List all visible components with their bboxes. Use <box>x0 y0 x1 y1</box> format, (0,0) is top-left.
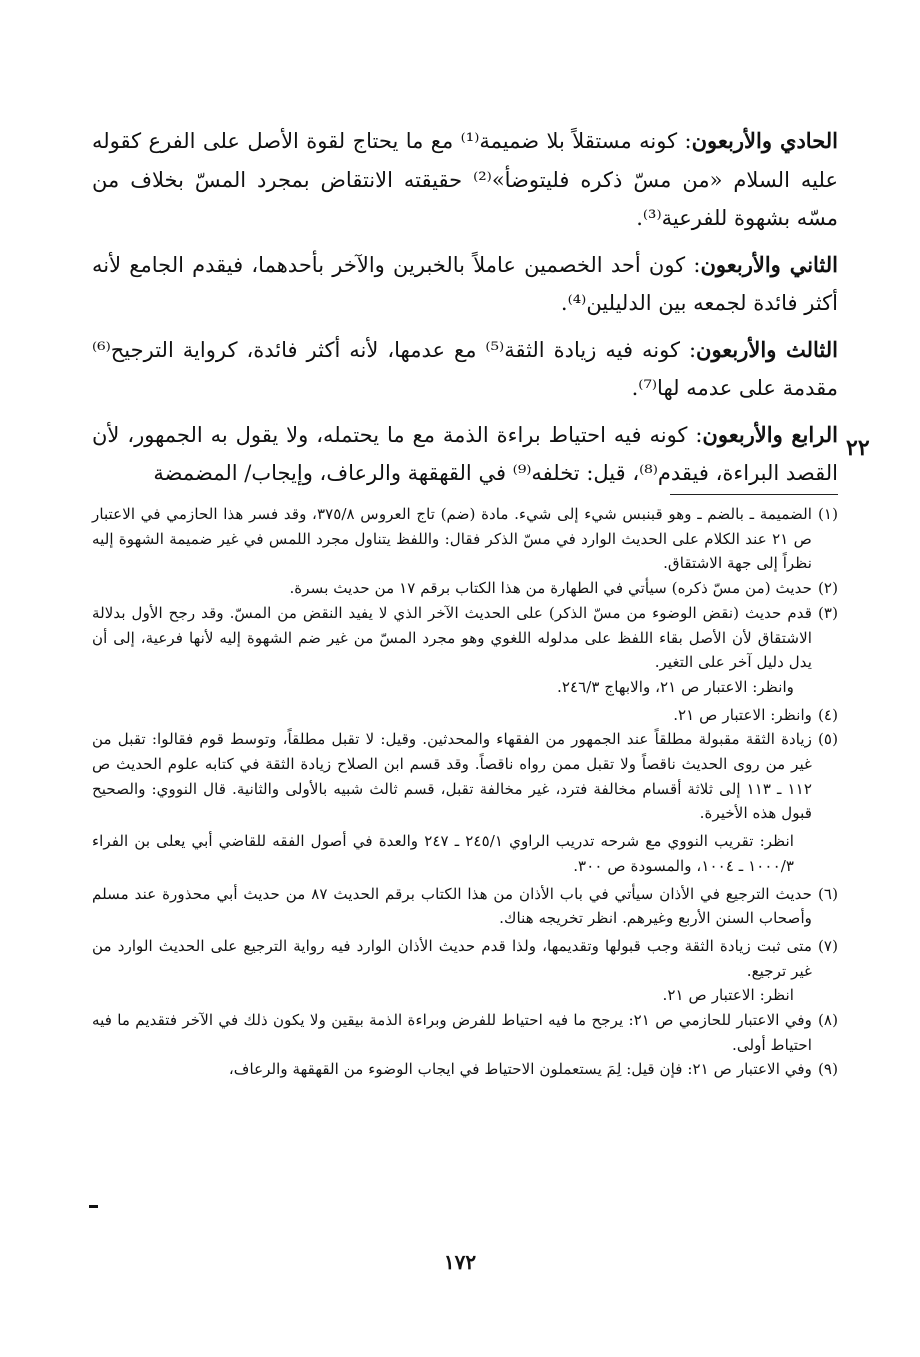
footnote-text: وفي الاعتبار ص ٢١: فإن قيل: لِمَ يستعملون الاحتياط في ايجاب الوضوء من القهقهة والرعاف، <box>228 1060 812 1079</box>
footnote-1 <box>92 502 838 576</box>
footnote-number: (١) <box>817 505 838 523</box>
paragraph-44-body: : كونه فيه احتياط براءة الذمة مع ما يحتمله، ولا يقول به الجمهور، لأن القصد البراءة، فيقدم⁽⁸⁾، قيل: تخلفه⁽⁹⁾ في القهقهة والرعاف، وإيجاب/ المضمضة <box>92 422 838 485</box>
footnote-text: متى ثبت زيادة الثقة وجب قبولها وتقديمها، ولذا قدم حديث الأذان الوارد فيه رواية الترجيع على الحديث الوارد من غير ترجيع. <box>92 936 812 980</box>
main-text <box>92 122 838 501</box>
footnote-text: الضميمة ـ بالضم ـ وهو قبنبس شيء إلى شيء. مادة (ضم) تاج العروس ٣٧٥/٨، وقد فسر هذا الحازمي في الاعتبار ص ٢١ عند الكلام على الحديث الوارد في مسّ الذكر فقال: واللفظ يتناول مجرد اللمس في غير ضميمة الشهوة إليه نظراً إلى جهة الاشتقاق. <box>92 505 812 573</box>
footnote-number: (٣) <box>817 603 838 622</box>
paragraph-44 <box>92 416 838 493</box>
footnote-text: وفي الاعتبار للحازمي ص ٢١: يرجح ما فيه احتياط للفرض وبراءة الذمة بيقين ولا يكون ذلك في الآخر فتقديم ما فيه احتياط أولى. <box>92 1011 812 1054</box>
paragraph-42-body: : كون أحد الخصمين عاملاً بالخبرين والآخر بأحدهما، فيقدم الجامع لأنه أكثر فائدة لجمعه بين الدليلين⁽⁴⁾. <box>92 252 838 315</box>
paragraph-41-body: : كونه مستقلاً بلا ضميمة⁽¹⁾ مع ما يحتاج لقوة الأصل على الفرع كقوله عليه السلام «من مسّ ذكره فليتوضأ»⁽²⁾ حقيقته الانتقاض بمجرد المسّ بخلاف من مسّه بشهوة للفرعية⁽³⁾. <box>92 129 838 230</box>
footnote-number: (٥) <box>817 730 838 749</box>
page-number: ١٧٢ <box>443 1250 477 1274</box>
footnote-number: (٦) <box>817 884 838 903</box>
footnote-text: حديث (من مسّ ذكره) سيأتي في الطهارة من هذا الكتاب برقم ١٧ من حديث بسرة. <box>289 579 812 598</box>
footnote-8 <box>92 1008 838 1057</box>
paragraph-43-body: : كونه فيه زيادة الثقة⁽⁵⁾ مع عدمها، لأنه أكثر فائدة، كرواية الترجيح⁽⁶⁾ مقدمة على عدمه لها⁽⁷⁾. <box>92 337 838 400</box>
footnote-text: زيادة الثقة مقبولة مطلقاً عند الجمهور من الفقهاء والمحدثين. وقيل: لا تقبل مطلقاً، وتوسط قوم فقالوا: تقبل من غير من روى الحديث ناقصاً ولا تقبل ممن رواه ناقصاً. وقد قسم ابن الصلاح زيادة الثقة في كتابه علوم الحديث ص ١١٢ ـ ١١٣ إلى ثلاثة أقسام مخالفة فترد، غير مخالفة تقبل، قسم ثالث شبيه بالأولى والثانية. قال النووي: والصحيح قبول هذه الأخيرة. <box>92 730 812 823</box>
footnote-text: انظر: تقريب النووي مع شرحه تدريب الراوي ٢٤٥/١ ـ ٢٤٧ والعدة في أصول الفقه للقاضي أبي يعلى بن الفراء ١٠٠٠/٣ ـ ١٠٠٤، والمسودة ص ٣٠٠. <box>92 832 794 875</box>
footnote-9 <box>92 1057 838 1082</box>
footnote-3 <box>92 601 838 675</box>
margin-number: ٢٢ <box>846 435 870 461</box>
paragraph-42 <box>92 246 838 323</box>
footnote-text: حديث الترجيع في الأذان سيأتي في باب الأذان من هذا الكتاب برقم الحديث ٨٧ من حديث أبي محذورة عند مسلم وأصحاب السنن الأربع وغيرهم. انظر تخريجه هناك. <box>92 884 812 928</box>
footnotes <box>92 502 838 1082</box>
footnote-4 <box>92 703 838 728</box>
footnote-7 <box>92 934 838 983</box>
paragraph-41 <box>92 122 838 238</box>
footnote-2 <box>92 576 838 601</box>
footnote-number: (٨) <box>817 1011 838 1030</box>
footnote-3-reference <box>92 675 838 700</box>
footnote-5-reference <box>92 829 838 878</box>
footnote-7-reference <box>92 983 838 1008</box>
footnote-text: قدم حديث (نقض الوضوء من مسّ الذكر) على الحديث الآخر الذي لا يفيد النقض من المسّ. وقد رجح الأول بدلالة الاشتقاق لأن الأصل بقاء اللفظ على مدلوله اللغوي وهو مجرد المسّ من غير ضم الشهوة إليه لأنها فرعية، إلى أن يدل دليل آخر على التغير. <box>92 603 812 672</box>
footnote-5 <box>92 727 838 826</box>
heading-43: الثالث والأربعون <box>696 336 838 362</box>
heading-41: الحادي والأربعون <box>691 128 838 153</box>
footnote-number: (٧) <box>817 936 838 955</box>
footnote-number: (٩) <box>817 1060 838 1079</box>
footnote-number: (٤) <box>817 705 838 724</box>
continuation-mark <box>89 1205 98 1208</box>
footnote-divider <box>670 494 838 495</box>
footnote-text: انظر: الاعتبار ص ٢١. <box>662 986 794 1005</box>
footnote-number: (٢) <box>817 579 838 598</box>
heading-42: الثاني والأربعون <box>700 251 839 277</box>
heading-44: الرابع والأربعون <box>702 421 838 447</box>
footnote-text: وانظر: الاعتبار ص ٢١. <box>673 705 812 724</box>
footnote-6 <box>92 882 838 931</box>
footnote-text: وانظر: الاعتبار ص ٢١، والابهاج ٢٤٦/٣. <box>557 677 794 696</box>
paragraph-43 <box>92 331 838 408</box>
